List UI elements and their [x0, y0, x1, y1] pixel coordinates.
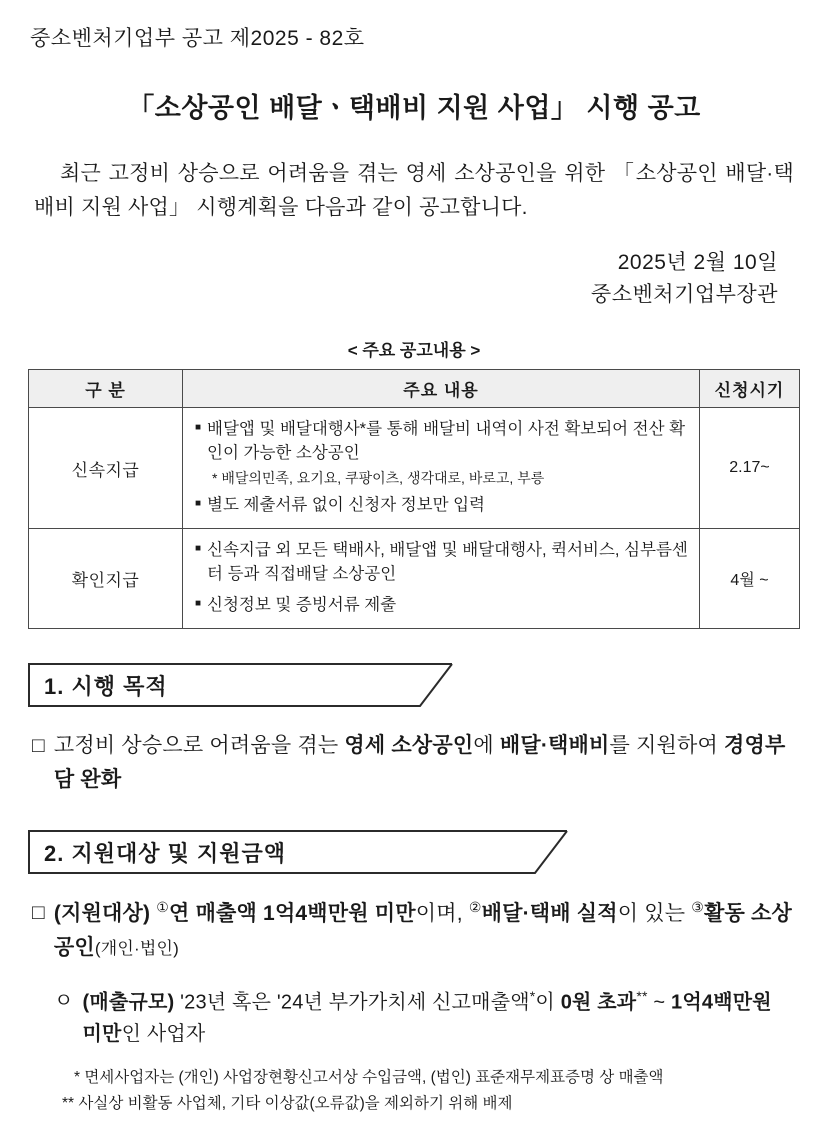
- square-bullet-icon: ■: [195, 422, 202, 434]
- section-heading-label: 2. 지원대상 및 지원금액: [44, 840, 286, 866]
- revenue-scale-part: '23년 혹은 '24년 부가가치세 신고매출액: [180, 991, 530, 1014]
- row-note: * 배달의민족, 요기요, 쿠팡이츠, 생각대로, 바로고, 부릉: [212, 469, 545, 486]
- footnote-item: ** 사실상 비활동 사업체, 기타 이상값(오류값)을 제외하기 위해 배제: [62, 1095, 513, 1113]
- section-heading-text-wrap: [28, 830, 346, 874]
- purpose-text-part: 에: [473, 734, 500, 758]
- superscript-three: ③: [691, 899, 705, 916]
- superscript-two: ②: [468, 899, 482, 916]
- table-caption: < 주요 공고내용 >: [347, 341, 481, 361]
- square-bullet-icon: ■: [195, 598, 202, 610]
- revenue-scale-item: [54, 985, 796, 1051]
- superscript-star: *: [529, 987, 536, 1004]
- table-row: [29, 529, 800, 629]
- row-content: [183, 529, 700, 629]
- purpose-text-part: 를 지원하여: [609, 734, 724, 758]
- eligibility-paragraph: [32, 896, 796, 964]
- column-header-category: 구 분: [29, 370, 183, 408]
- row-category: 신속지급: [29, 408, 183, 529]
- list-item: [195, 418, 689, 466]
- purpose-text-strong: 경영부담 완화: [53, 734, 786, 791]
- square-bullet-icon: ■: [195, 498, 202, 510]
- issuer-name: 중소벤처기업부장관: [590, 282, 778, 306]
- purpose-paragraph: [32, 729, 796, 796]
- square-bullet-icon: ■: [195, 543, 202, 555]
- purpose-text-strong: 배달·택배비: [499, 734, 610, 758]
- revenue-scale-label: (매출규모): [82, 991, 175, 1014]
- table-row: [29, 408, 800, 529]
- summary-table: [28, 369, 800, 629]
- square-marker-icon: □: [32, 734, 45, 758]
- revenue-scale-part: ~: [653, 991, 672, 1014]
- list-item: [195, 539, 689, 587]
- row-timing: 4월 ~: [700, 529, 800, 629]
- superscript-one: ①: [156, 899, 170, 916]
- eligibility-text: [54, 896, 796, 964]
- list-item-text: 신청정보 및 증빙서류 제출: [207, 596, 397, 615]
- column-header-timing: 신청시기: [700, 370, 800, 408]
- issue-date: 2025년 2월 10일: [617, 251, 778, 275]
- eligibility-active: 활동 소상공인: [53, 902, 793, 959]
- row-timing: 2.17~: [700, 408, 800, 529]
- revenue-scale-part: 인 사업자: [121, 1023, 206, 1046]
- revenue-scale-text: [83, 985, 796, 1051]
- list-item-text: 배달앱 및 배달대행사*를 통해 배달비 내역이 사전 확보되어 전산 확인이 가능한 소상공인: [207, 420, 686, 462]
- square-marker-icon: □: [32, 901, 45, 925]
- purpose-text-part: 고정비 상승으로 어려움을 겪는: [53, 734, 345, 758]
- column-header-content: 주요 내용: [183, 370, 700, 408]
- row-content: [183, 408, 700, 529]
- banner-shape: [28, 663, 228, 707]
- intro-paragraph: 최근 고정비 상승으로 어려움을 겪는 영세 소상공인을 위한 「소상공인 배달·택배비 지원 사업」 시행계획을 다음과 같이 공고합니다.: [34, 162, 794, 220]
- section-heading-eligibility: [28, 830, 800, 874]
- footnote-list: [62, 1066, 796, 1116]
- circle-marker-icon: ㅇ: [54, 989, 74, 1012]
- row-category: 확인지급: [29, 529, 183, 629]
- document-number: 중소벤처기업부 공고 제2025 - 82호: [30, 27, 365, 50]
- eligibility-record: 배달·택배 실적: [481, 902, 618, 926]
- banner-shape: [28, 830, 346, 874]
- section-heading-label: 1. 시행 목적: [44, 673, 168, 699]
- eligibility-revenue: 연 매출액 1억4백만원 미만: [169, 902, 416, 926]
- issue-block: [28, 247, 800, 310]
- page-title: 「소상공인 배달ㆍ택배비 지원 사업」 시행 공고: [127, 93, 701, 123]
- revenue-scale-part: 이: [535, 991, 561, 1014]
- list-item: [195, 494, 689, 518]
- purpose-text-strong: 영세 소상공인: [344, 734, 474, 758]
- eligibility-text-part: 이며,: [415, 902, 469, 926]
- eligibility-text-part: 이 있는: [617, 902, 692, 926]
- table-header-row: [29, 370, 800, 408]
- section-heading-purpose: [28, 663, 800, 707]
- revenue-scale-max: 1억4백만원 미만: [82, 991, 772, 1046]
- purpose-text: [54, 729, 796, 796]
- eligibility-paren: (개인·법인): [94, 938, 179, 958]
- list-item-text: 별도 제출서류 없이 신청자 정보만 입력: [207, 496, 485, 515]
- section-heading-text-wrap: [28, 663, 228, 707]
- list-item-text: 신속지급 외 모든 택배사, 배달앱 및 배달대행사, 퀵서비스, 심부름센터 등과 직접배달 소상공인: [207, 541, 688, 584]
- list-item: [195, 594, 689, 618]
- superscript-double-star: **: [636, 987, 648, 1004]
- footnote-item: * 면세사업자는 (개인) 사업장현황신고서상 수입금액, (법인) 표준재무제표증명 상 매출액: [74, 1069, 664, 1087]
- revenue-scale-min: 0원 초과: [560, 991, 637, 1014]
- eligibility-label: (지원대상): [53, 902, 151, 926]
